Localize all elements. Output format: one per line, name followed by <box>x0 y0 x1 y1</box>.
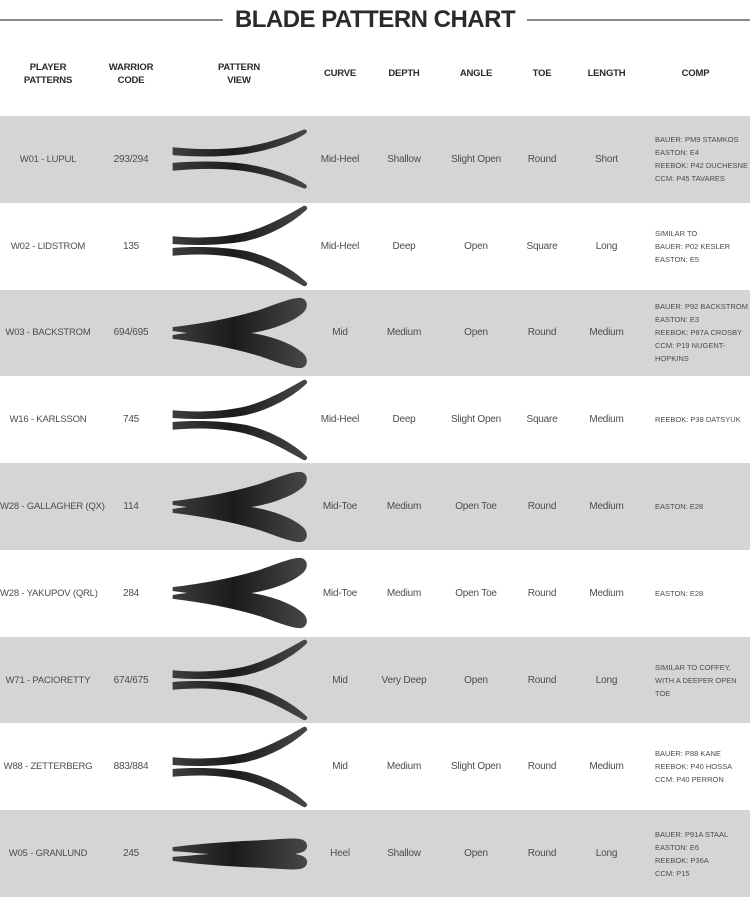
angle-cell: Open <box>464 327 488 339</box>
depth-cell: Very Deep <box>381 674 427 686</box>
table-row <box>0 810 750 897</box>
title-rule-left <box>0 19 223 21</box>
table-row <box>0 290 750 377</box>
blade-pattern-image <box>166 466 312 548</box>
depth-cell: Medium <box>386 587 422 599</box>
length-cell: Medium <box>589 587 624 599</box>
column-header-row <box>0 62 750 88</box>
blade-pattern-image <box>166 552 312 634</box>
warrior-code-cell: 883/884 <box>113 761 149 773</box>
angle-cell: Slight Open <box>450 761 502 773</box>
depth-cell: Medium <box>386 501 422 513</box>
page-title: BLADE PATTERN CHART <box>234 6 516 33</box>
column-header-comp: COMP <box>681 68 710 80</box>
table-row <box>0 550 750 637</box>
pattern-view-cell <box>166 552 312 634</box>
player-pattern-cell: W02 - LIDSTROM <box>10 240 86 252</box>
pattern-view-cell <box>166 813 312 895</box>
pattern-view-cell <box>166 205 312 287</box>
depth-cell: Deep <box>392 414 416 426</box>
curve-cell: Heel <box>330 848 350 860</box>
angle-cell: Slight Open <box>450 153 502 165</box>
chart-header <box>0 0 750 116</box>
column-header-pattern-view: PATTERN VIEW <box>217 62 261 86</box>
warrior-code-cell: 114 <box>123 501 139 513</box>
pattern-view-cell <box>166 118 312 200</box>
blade-pattern-image <box>166 118 312 200</box>
comp-cell: EASTON: E28 <box>655 502 704 512</box>
column-header-length: LENGTH <box>587 68 626 80</box>
column-header-depth: DEPTH <box>388 68 420 80</box>
column-header-curve: CURVE <box>323 68 357 80</box>
toe-cell: Round <box>527 848 557 860</box>
title-bar <box>0 0 750 34</box>
warrior-code-cell: 745 <box>122 414 140 426</box>
comp-cell: EASTON: E28 <box>655 588 704 598</box>
curve-cell: Mid <box>332 674 348 686</box>
angle-cell: Slight Open <box>450 414 502 426</box>
table-row <box>0 203 750 290</box>
toe-cell: Round <box>527 327 557 339</box>
table-row <box>0 637 750 724</box>
depth-cell: Shallow <box>387 153 421 165</box>
length-cell: Medium <box>589 327 624 339</box>
length-cell: Short <box>595 153 618 165</box>
player-pattern-cell: W88 - ZETTERBERG <box>3 761 93 773</box>
table-row <box>0 116 750 203</box>
depth-cell: Shallow <box>387 848 421 860</box>
curve-cell: Mid-Heel <box>320 240 360 252</box>
curve-cell: Mid-Toe <box>322 587 358 599</box>
blade-pattern-image <box>166 726 312 808</box>
toe-cell: Square <box>526 240 558 252</box>
comp-cell: SIMILAR TO COFFEY, WITH A DEEPER OPEN TOE <box>655 662 737 698</box>
comp-cell: BAUER: P88 KANE REEBOK: P40 HOSSA CCM: P40 PERRON <box>655 749 733 785</box>
blade-pattern-image <box>166 292 312 374</box>
blade-pattern-image <box>166 205 312 287</box>
comp-cell: REEBOK: P38 DATSYUK <box>655 415 741 425</box>
length-cell: Medium <box>589 761 624 773</box>
blade-pattern-image <box>166 379 312 461</box>
title-rule-right <box>527 19 750 21</box>
warrior-code-cell: 245 <box>122 848 140 860</box>
table-row <box>0 376 750 463</box>
angle-cell: Open Toe <box>455 587 497 599</box>
curve-cell: Mid-Heel <box>320 414 360 426</box>
pattern-view-cell <box>166 379 312 461</box>
player-pattern-cell: W03 - BACKSTROM <box>5 327 91 339</box>
toe-cell: Round <box>527 587 557 599</box>
player-pattern-cell: W71 - PACIORETTY <box>5 674 91 686</box>
length-cell: Long <box>595 674 618 686</box>
player-pattern-cell: W01 - LUPUL <box>19 153 77 165</box>
warrior-code-cell: 135 <box>122 240 140 252</box>
column-header-player-patterns: PLAYER PATTERNS <box>23 62 73 86</box>
column-header-warrior-code: WARRIOR CODE <box>108 62 154 86</box>
comp-cell: BAUER: P92 BACKSTROM EASTON: E3 REEBOK: P87A CROSBY CCM: P19 NUGENT-HOPKINS <box>655 302 748 364</box>
warrior-code-cell: 674/675 <box>113 674 149 686</box>
angle-cell: Open Toe <box>455 501 497 513</box>
toe-cell: Square <box>526 414 558 426</box>
angle-cell: Open <box>464 674 488 686</box>
player-pattern-cell: W16 - KARLSSON <box>9 414 87 426</box>
pattern-view-cell <box>166 726 312 808</box>
blade-pattern-image <box>166 639 312 721</box>
player-pattern-cell: W28 - YAKUPOV (QRL) <box>0 587 98 599</box>
length-cell: Long <box>595 240 618 252</box>
curve-cell: Mid-Heel <box>320 153 360 165</box>
comp-cell: BAUER: P91A STAAL EASTON: E6 REEBOK: P36A CCM: P15 <box>655 829 729 878</box>
depth-cell: Deep <box>392 240 416 252</box>
length-cell: Medium <box>589 414 624 426</box>
length-cell: Medium <box>589 501 624 513</box>
curve-cell: Mid <box>332 327 348 339</box>
pattern-view-cell <box>166 466 312 548</box>
depth-cell: Medium <box>386 327 422 339</box>
warrior-code-cell: 284 <box>122 587 140 599</box>
blade-pattern-image <box>166 813 312 895</box>
depth-cell: Medium <box>386 761 422 773</box>
column-header-toe: TOE <box>532 68 552 80</box>
player-pattern-cell: W05 - GRANLUND <box>8 848 88 860</box>
toe-cell: Round <box>527 674 557 686</box>
column-header-angle: ANGLE <box>459 68 493 80</box>
comp-cell: BAUER: PM9 STAMKOS EASTON: E4 REEBOK: P42 DUCHESNE CCM: P45 TAVARES <box>655 135 748 184</box>
curve-cell: Mid-Toe <box>322 501 358 513</box>
toe-cell: Round <box>527 501 557 513</box>
length-cell: Long <box>595 848 618 860</box>
pattern-view-cell <box>166 639 312 721</box>
toe-cell: Round <box>527 761 557 773</box>
warrior-code-cell: 293/294 <box>113 153 149 165</box>
table-row <box>0 723 750 810</box>
angle-cell: Open <box>464 848 488 860</box>
comp-cell: SIMILAR TO BAUER: P02 KESLER EASTON: E5 <box>655 228 731 264</box>
table-row <box>0 463 750 550</box>
table-body <box>0 116 750 897</box>
curve-cell: Mid <box>332 761 348 773</box>
angle-cell: Open <box>464 240 488 252</box>
player-pattern-cell: W28 - GALLAGHER (QX) <box>0 501 105 513</box>
toe-cell: Round <box>527 153 557 165</box>
warrior-code-cell: 694/695 <box>113 327 149 339</box>
pattern-view-cell <box>166 292 312 374</box>
